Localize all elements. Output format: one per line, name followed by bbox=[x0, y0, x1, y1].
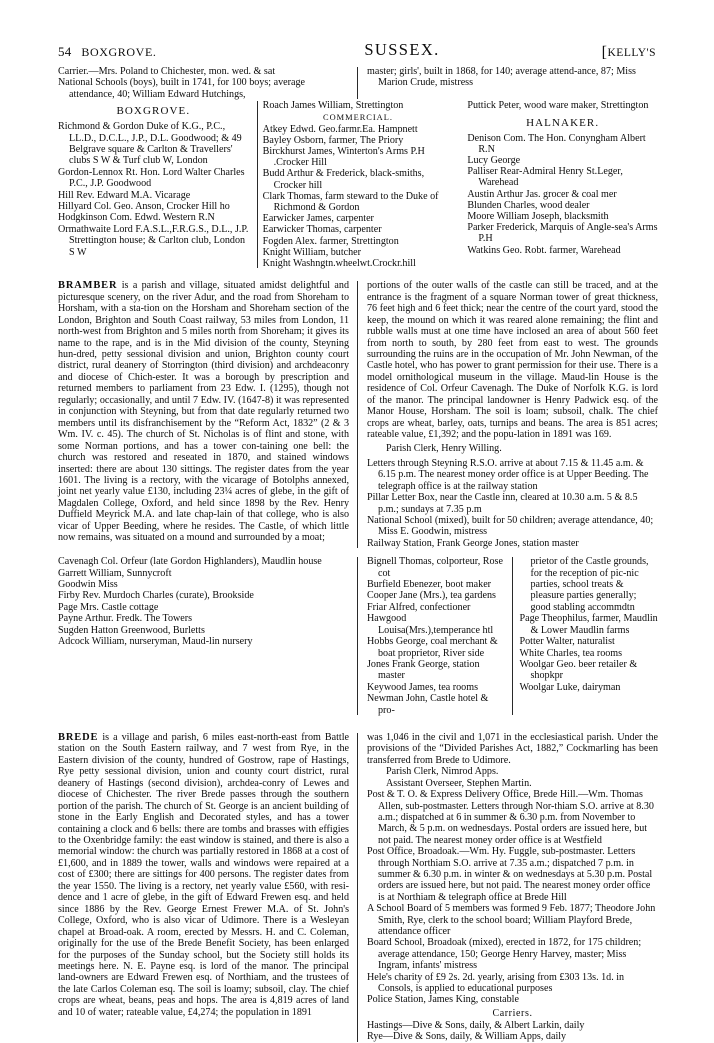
boxgrove-tail-columns bbox=[58, 66, 658, 100]
list-item: Burfield Ebenezer, boot maker bbox=[367, 579, 492, 591]
list-item: Ormathwaite Lord F.A.S.L.,F.R.G.S., D.L., J.P. Strettington house; & Carlton club, London S W bbox=[58, 223, 249, 258]
list-item: Police Station, James King, constable bbox=[367, 994, 519, 1006]
bramber-lead-word: BRAMBER bbox=[58, 280, 118, 292]
list-item: A School Board of 5 members was formed 9 Feb. 1877; Theodore John Smith, Rye, clerk to the school board; William Playford Brede, attendance officer bbox=[367, 903, 656, 937]
list-item: Hobbs George, coal merchant & boat proprietor, River side bbox=[367, 636, 498, 659]
section-heading-boxgrove: BOXGROVE. bbox=[116, 105, 191, 118]
brede-description-text-left: is a village and parish, 6 miles east-north-east from Battle station on the South Eastern railway, and 7 west from Rye, in the Eastern division of the county, hundred of Gostrow, rape of Hastings, Rye petty sessional division, union and county court district, rural deanery of Hastings (second division), archdea-conry of Lewes and diocese of Chichester. The river Brede passes through the southern portion of the parish. The church of St. George is an ancient building of stone in the Early English and Decorated styles, and has a tower containing a clock and 6 bells: there are tombs and brasses with effigies to the Oxenbridge family: the east window is stained, and there is also a memorial window: the church was partially restored in 1868 at a cost of £1,600, and in 1889 the tower, walls and windows were repaired at a cost of £300; there are sittings for 400 persons. The register dates from the year 1550. The living is a rectory, net yearly value £560, with resi-dence and 1 acre of glebe, in the gift of Edward Frewen esq. and held since 1886 by the Rev. George Ernest Frewer M.A. of St. John's College, Oxford, who is also vicar of Udimore. There is a Wesleyan chapel at Broad-oak. A room, erected by Messrs. H. and C. Coleman, originally for the use of the Brede Benefit Society, has been enlarged for the purposes of the Sunday school, but the Society still holds its meetings here. N. E. Payne esq. is lord of the manor. The principal land-owners are Edward Frewen esq. of Northiam, and the trustees of the late Carlos Coleman esq. The soil is loamy; subsoil, clay. The chief crops are wheat, beans, peas and hops. The area is 4,819 acres of land and 10 of water; rateable value, £4,274; the population in 1891 bbox=[58, 731, 349, 1018]
bramber-private-residents-list bbox=[58, 556, 349, 647]
list-item: Cavenagh Col. Orfeur (late Gordon Highlanders), Maudlin house bbox=[58, 556, 322, 568]
boxgrove-tail-right bbox=[367, 66, 658, 100]
list-item: master; girls', built in 1868, for 140; average attend-ance, 87; Miss Marion Crude, mistress bbox=[367, 66, 636, 89]
list-item: Atkey Edwd. Geo.farmr.Ea. Hampnett bbox=[262, 123, 418, 135]
running-head-left bbox=[58, 44, 258, 60]
list-item: Post & T. O. & Express Delivery Office, Brede Hill.—Wm. Thomas Allen, sub-postmaster. Letters through Nor-thiam S.O. arrive at 8.30 a.m.; dispatched at 6 in summer & 6.30 p.m. from November to March, & 5 p.m. on wednesdays. Postal orders are issued here, but not paid. The nearest money order office is at Westfield bbox=[367, 789, 654, 846]
running-head-county: SUSSEX. bbox=[364, 40, 440, 59]
list-item: Hillyard Col. Geo. Anson, Crocker Hill ho bbox=[58, 201, 230, 213]
list-item: Railway Station, Frank George Jones, station master bbox=[367, 537, 579, 549]
list-item: Richmond & Gordon Duke of K.G., P.C., LL.D., D.C.L., J.P., D.L. Goodwood; & 49 Belgrave square & Carlton & Travellers' clubs S W & Turf club W, London bbox=[58, 121, 242, 167]
publisher-name: KELLY'S bbox=[607, 46, 656, 59]
spacer bbox=[58, 269, 658, 280]
boxgrove-column-1 bbox=[58, 100, 249, 269]
bramber-services-list bbox=[367, 458, 658, 549]
list-item: Austin Arthur Jas. grocer & coal mer bbox=[467, 188, 617, 200]
boxgrove-tail-left-list bbox=[58, 66, 349, 100]
brede-description-left bbox=[58, 732, 349, 1043]
list-item: Fogden Alex. farmer, Strettington bbox=[262, 235, 399, 247]
bramber-commercial-column bbox=[367, 556, 658, 716]
list-item: Denison Com. The Hon. Conyngham Albert R.N bbox=[467, 132, 646, 155]
bramber-description-right bbox=[367, 280, 658, 549]
spacer bbox=[58, 716, 658, 732]
list-item: National Schools (boys), built in 1741, for 100 boys; average attendance, 40; William Edward Hutchings, bbox=[58, 77, 305, 100]
halnaker-pre-list bbox=[467, 100, 658, 111]
list-item: Hodgkinson Com. Edwd. Western R.N bbox=[58, 212, 215, 224]
list-item: Rye—Dive & Sons, daily, & William Apps, daily bbox=[367, 1031, 567, 1043]
list-item: Birckhurst James, Winterton's Arms P.H .Crocker Hill bbox=[262, 146, 425, 169]
bramber-commercial-list-a bbox=[367, 556, 506, 716]
boxgrove-directory-columns bbox=[58, 100, 658, 269]
boxgrove-column-2 bbox=[263, 100, 454, 269]
list-item: Parker Frederick, Marquis of Angle-sea's Arms P.H bbox=[467, 222, 658, 245]
boxgrove-commercial-list bbox=[263, 124, 454, 270]
list-item: Bignell Thomas, colporteur, Rose cot bbox=[367, 556, 503, 579]
bramber-private-residents-column bbox=[58, 556, 349, 716]
list-item: White Charles, tea rooms bbox=[519, 647, 623, 659]
list-item: Carrier.—Mrs. Poland to Chichester, mon. wed. & sat bbox=[58, 66, 276, 77]
list-item: Jones Frank George, station master bbox=[367, 658, 480, 682]
boxgrove-column-2-pre bbox=[263, 100, 454, 111]
list-item: Budd Arthur & Frederick, black-smiths, Crocker hill bbox=[262, 168, 425, 191]
list-item: Gordon-Lennox Rt. Hon. Lord Walter Charles P.C., J.P. Goodwood bbox=[58, 166, 245, 190]
bramber-directory-columns bbox=[58, 556, 658, 716]
list-item: Roach James William, Strettington bbox=[262, 100, 404, 112]
list-item: National School (mixed), built for 50 children; average attendance, 40; Miss E. Goodwin, mistress bbox=[367, 515, 654, 538]
bramber-description-text-right: portions of the outer walls of the castle can still be traced, and at the entrance is the fragment of a square Norman tower of great thickness, 76 feet high and 6 feet thick; near the centre of the court yard, stood the keep, the mound on which it was reared alone remaining; the flint and rubble walls must at one time have inclosed an area of about 560 feet from north to south, by 280 feet from east to west. The grounds surrounding the ruins are in the occupation of Mr. John Newman, of the Castle hotel, who has power to grant permission for their use. There is a model ornithological museum in the village. Maud-lin House is the residence of Col. Orfeur Cavenagh. The Duke of Norfolk K.G. is lord of the manor. The principal landowner is Henry Padwick esq. of the Manor House, Horsham. The soil is loam; subsoil, chalk. The chief crops are wheat, barley, oats, turnips and beans. The area is 851 acres; rateable value, £1,392; and the popu-lation in 1891 was 169. bbox=[367, 280, 658, 441]
brede-description-paragraph bbox=[58, 732, 349, 1018]
bramber-description-columns bbox=[58, 280, 658, 549]
list-item: Cooper Jane (Mrs.), tea gardens bbox=[367, 590, 496, 602]
list-item: Pillar Letter Box, near the Castle inn, cleared at 10.30 a.m. 5 & 8.5 p.m.; sundays at 7.35 p.m bbox=[367, 492, 638, 515]
brede-officials-list bbox=[367, 766, 658, 789]
spacer bbox=[58, 549, 658, 556]
bramber-commercial-list-b bbox=[520, 556, 659, 693]
boxgrove-private-residents bbox=[58, 121, 249, 258]
list-item: Keywood James, tea rooms bbox=[367, 681, 479, 693]
bramber-commercial-column-b bbox=[520, 556, 659, 716]
bramber-commercial-inner-columns bbox=[367, 556, 658, 716]
list-item: Knight Washngtn.wheelwt.Crockr.hill bbox=[262, 258, 416, 270]
list-item: Goodwin Miss bbox=[58, 579, 118, 591]
list-item: Hastings—Dive & Sons, daily, & Albert Larkin, daily bbox=[367, 1019, 585, 1031]
boxgrove-tail-right-list bbox=[367, 66, 658, 89]
brede-columns bbox=[58, 732, 658, 1043]
halnaker-column bbox=[467, 100, 658, 269]
list-item: prietor of the Castle grounds, for the reception of pic-nic parties, school treats & pleasure parties generally; good stabling accommdtn bbox=[530, 556, 649, 613]
list-item: Bayley Osborn, farmer, The Priory bbox=[262, 134, 404, 146]
list-item: Sugden Hatton Greenwood, Burletts bbox=[58, 624, 205, 636]
bramber-description-left bbox=[58, 280, 349, 549]
brede-right-column bbox=[367, 732, 658, 1043]
brede-description-text-right: was 1,046 in the civil and 1,071 in the ecclesiastical parish. Under the provisions of the “Divided Parishes Act, 1882,” Cockmarling has been transferred from Brede to Udimore. bbox=[367, 731, 658, 766]
list-item: Hele's charity of £9 2s. 2d. yearly, arising from £303 13s. 1d. in Consols, is applied to educational purposes bbox=[367, 971, 625, 995]
subsection-heading-commercial: COMMERCIAL. bbox=[323, 112, 393, 122]
list-item: Lucy George bbox=[467, 155, 521, 167]
running-head bbox=[58, 38, 658, 60]
list-item: Parish Clerk, Nimrod Apps. bbox=[386, 766, 499, 778]
list-item: Page Theophilus, farmer, Maudlin & Lower Maudlin farms bbox=[519, 613, 658, 636]
list-item: Moore William Joseph, blacksmith bbox=[467, 211, 609, 223]
list-item: Earwicker Thomas, carpenter bbox=[262, 224, 382, 236]
brede-carriers-list bbox=[367, 1020, 658, 1043]
list-item: Garrett William, Sunnycroft bbox=[58, 567, 172, 579]
halnaker-entries-list bbox=[467, 133, 658, 256]
bramber-description-text-left: is a parish and village, situated amidst delightful and picturesque scenery, on the river Adur, and the road from Shoreham to Horsham, with a sta-tion on the Horsham and Shoreham section of the London, Brighton and South Coast railway, 53 miles from London, 11 north-west from Brighton and 5 miles north from Shoreham; it gives its name to the rape, and is in the Mid division of the county, Steyning hun-dred, petty sessional division and union, Brighton county court district, rural deanery of Storrington (third division) and archdeaconry and diocese of Chich-ester. It was a borough by prescription and returned members to parliament from 23 Edw. I. (1295), though not regularly; occasionally, and until 7 Edw. IV. (1647-8) it was represented in conjunction with Steyning, but from that date regularly returned two members until its disfranchisement by the “Reform Act, 1832” (2 & 3 Wm. IV. c. 45). The church of St. Nicholas is of flint and stone, with some Norman portions, and has a tower con-taining one bell: the church was restored and reseated in 1870, and stained windows inserted: there are about 130 sittings. The register dates from the year 1601. The living is a rectory, with the vicarage of Botolphs annexed, joint net yearly value £130, including 23¼ acres of glebe, in the gift of Magdalen College, Oxford, and held since 1898 by the Rev. Henry Duffield Meyrick M.A. and late chap-lain of that college, who is also vicar of Upper Beeding, where he resides. The Castle, of which little now remains, was situated on a mound and surrounded by a moat; bbox=[58, 280, 349, 544]
list-item: Knight William, butcher bbox=[262, 246, 362, 258]
list-item: Hill Rev. Edward M.A. Vicarage bbox=[58, 189, 191, 201]
list-item: Assistant Overseer, Stephen Martin. bbox=[386, 777, 532, 789]
running-head-publisher bbox=[546, 43, 658, 61]
brede-services-list bbox=[367, 789, 658, 1006]
section-heading-halnaker: HALNAKER. bbox=[526, 116, 600, 129]
list-item: Palliser Rear-Admiral Henry St.Leger, Warehead bbox=[467, 166, 623, 189]
bramber-officials-list bbox=[367, 443, 658, 454]
list-item: Clark Thomas, farm steward to the Duke of Richmond & Gordon bbox=[262, 190, 439, 214]
list-item: Firby Rev. Murdoch Charles (curate), Brookside bbox=[58, 590, 254, 602]
list-item: Parish Clerk, Henry Willing. bbox=[386, 442, 502, 454]
list-item: Post Office, Broadoak.—Wm. Hy. Fuggle, sub-postmaster. Letters through Northiam S.O. arrive at 7.35 a.m.; dispatched 7 p.m. in summer & 6.30 p.m. in winter & on wednesdays at 5.30 p.m. Postal orders are issued here, but not paid. The nearest money order office is at Northiam & telegraph office at Brede Hill bbox=[367, 846, 653, 903]
list-item: Letters through Steyning R.S.O. arrive at about 7.15 & 11.45 a.m. & 6.15 p.m. The nearest money order office is at Upper Beeding. The telegraph office is at the railway station bbox=[367, 458, 649, 492]
subsection-heading-carriers: Carriers. bbox=[492, 1007, 533, 1019]
list-item: Woolgar Geo. beer retailer & shopkpr bbox=[519, 658, 638, 682]
list-item: Newman John, Castle hotel & pro- bbox=[367, 693, 489, 716]
brede-lead-word: BREDE bbox=[58, 731, 99, 743]
list-item: Board School, Broadoak (mixed), erected in 1872, for 175 children; average attendance, 150; George Henry Harvey, master; Miss Ingram, infants' mistress bbox=[367, 937, 642, 972]
bramber-commercial-column-a bbox=[367, 556, 506, 716]
list-item: Potter Walter, naturalist bbox=[519, 636, 615, 648]
bracket-glyph: [ bbox=[601, 43, 608, 61]
list-item: Puttick Peter, wood ware maker, Strettington bbox=[467, 100, 649, 112]
list-item: Earwicker James, carpenter bbox=[262, 213, 374, 225]
list-item: Blunden Charles, wood dealer bbox=[467, 199, 590, 211]
list-item: Woolgar Luke, dairyman bbox=[519, 681, 621, 693]
bramber-description-paragraph bbox=[58, 280, 349, 543]
list-item: Hawgood Louisa(Mrs.),temperance htl bbox=[367, 613, 494, 636]
list-item: Adcock William, nurseryman, Maud-lin nursery bbox=[58, 636, 253, 648]
directory-page bbox=[58, 38, 658, 1043]
boxgrove-tail-left bbox=[58, 66, 349, 100]
running-head-place: BOXGROVE. bbox=[81, 45, 157, 59]
list-item: Friar Alfred, confectioner bbox=[367, 601, 471, 613]
list-item: Page Mrs. Castle cottage bbox=[58, 601, 159, 613]
list-item: Payne Arthur. Fredk. The Towers bbox=[58, 613, 193, 625]
page-folio-number: 54 bbox=[58, 44, 72, 59]
list-item: Watkins Geo. Robt. farmer, Warehead bbox=[467, 244, 621, 256]
